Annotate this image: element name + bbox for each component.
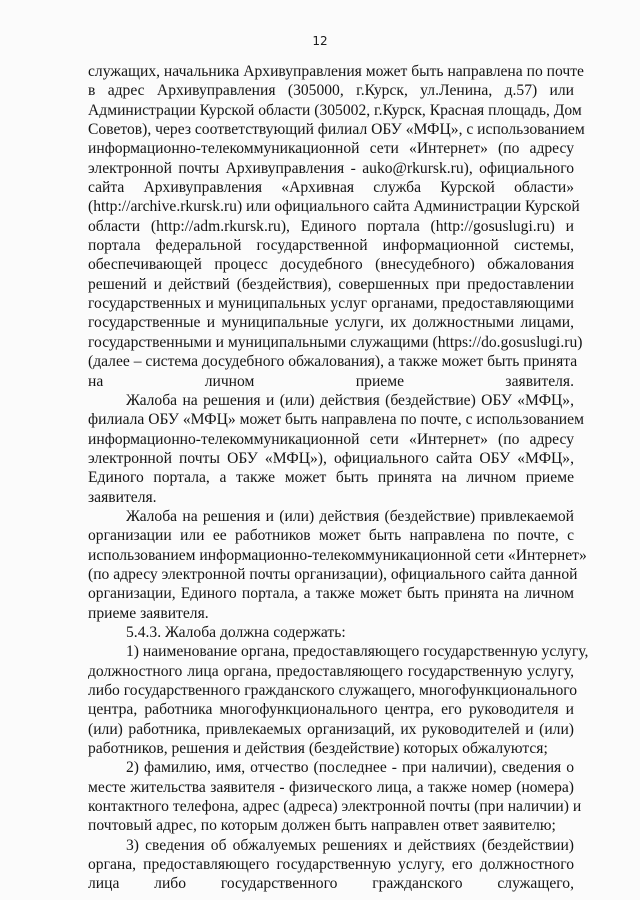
document-body	[88, 62, 589, 894]
text-line: в адрес Архивуправления (305000, г.Курск, ул.Ленина, д.57) или	[88, 82, 574, 100]
text-line: заявителя.	[88, 488, 157, 506]
text-line: 3) сведения об обжалуемых решениях и действиях (бездействии)	[126, 836, 574, 854]
text-line: организации, Единого портала, а также может быть принята на личном	[88, 585, 574, 603]
text-line: органа, предоставляющего государственную услугу, его должностного	[88, 856, 574, 874]
text-line: государственные и муниципальные услуги, их должностными лицами,	[88, 314, 574, 332]
text-line: лица либо государственного гражданского служащего,	[88, 875, 574, 893]
text-line: обеспечивающей процесс досудебного (внесудебного) обжалования	[88, 256, 574, 274]
text-line: 2) фамилию, имя, отчество (последнее - при наличии), сведения о	[126, 759, 574, 777]
text-line: служащих, начальника Архивуправления может быть направлена по почте	[88, 63, 584, 80]
text-line: приеме заявителя.	[88, 604, 209, 622]
text-line: месте жительства заявителя - физического лица, а также номер (номера)	[88, 778, 574, 796]
paragraph-2	[88, 391, 584, 507]
page-number: 12	[312, 34, 328, 48]
text-line: контактного телефона, адрес (адреса) электронной почты (при наличии) и	[88, 798, 582, 816]
text-line: Советов), через соответствующий филиал ОБУ «МФЦ», с использованием	[88, 121, 585, 139]
text-line: решений и действий (бездействия), совершенных при предоставлении	[88, 275, 574, 293]
text-line: на личном приеме заявителя.	[88, 372, 574, 390]
text-line: (далее – система досудебного обжалования), а также может быть принята	[88, 353, 578, 371]
text-line: информационно-телекоммуникационной сети «Интернет» (по адресу	[88, 430, 574, 448]
text-line: Жалоба на решения и (или) действия (бездействие) ОБУ «МФЦ»,	[126, 391, 574, 409]
list-item-3	[88, 836, 574, 894]
paragraph-3	[88, 507, 587, 623]
text-line: (или) работника, привлекаемых организаций, их руководителей и (или)	[88, 720, 574, 738]
text-line: портала федеральной государственной информационной системы,	[88, 237, 574, 255]
text-line: использованием информационно-телекоммуникационной сети «Интернет»	[88, 546, 587, 564]
list-item-2	[88, 758, 582, 835]
text-line: почтовый адрес, по которым должен быть направлен ответ заявителю;	[88, 817, 556, 835]
text-line: государственными и муниципальными служащими (https://do.gosuslugi.ru)	[88, 333, 583, 351]
text-line: электронной почты Архивуправления - auko@rkursk.ru), официального	[88, 159, 574, 177]
text-line: электронной почты ОБУ «МФЦ»), официального сайта ОБУ «МФЦ»,	[88, 449, 574, 467]
text-line: (по адресу электронной почты организации), официального сайта данной	[88, 565, 578, 583]
text-line: центра, работника многофункционального центра, его руководителя и	[88, 701, 574, 719]
text-line: сайта Архивуправления «Архивная служба Курской области»	[88, 179, 574, 197]
text-line: информационно-телекоммуникационной сети «Интернет» (по адресу	[88, 140, 574, 158]
text-line: Администрации Курской области (305002, г.Курск, Красная площадь, Дом	[88, 101, 582, 119]
text-line: области (http://adm.rkursk.ru), Единого портала (http://gosuslugi.ru) и	[88, 217, 574, 235]
text-line: работников, решения и действия (бездействие) которых обжалуются;	[88, 740, 548, 758]
text-line: организации или ее работников может быть направлена по почте, с	[88, 527, 574, 545]
text-line: 5.4.3. Жалоба должна содержать:	[126, 623, 346, 641]
text-line: Жалоба на решения и (или) действия (бездействие) привлекаемой	[126, 507, 574, 525]
text-line: 1) наименование органа, предоставляющего государственную услугу,	[126, 643, 589, 661]
section-heading-5-4-3	[88, 623, 574, 642]
text-line: должностного лица органа, предоставляющего государственную услугу,	[88, 662, 574, 680]
text-line: либо государственного гражданского служащего, многофункционального	[88, 682, 578, 699]
paragraph-1	[88, 62, 585, 391]
text-line: (http://archive.rkursk.ru) или официального сайта Администрации Курской	[88, 198, 580, 216]
text-line: филиала ОБУ «МФЦ» может быть направлена по почте, с использованием	[88, 411, 584, 429]
text-line: государственных и муниципальных услуг органами, предоставляющими	[88, 295, 574, 313]
list-item-1	[88, 642, 589, 758]
text-line: Единого портала, а также может быть принята на личном приеме	[88, 469, 574, 487]
